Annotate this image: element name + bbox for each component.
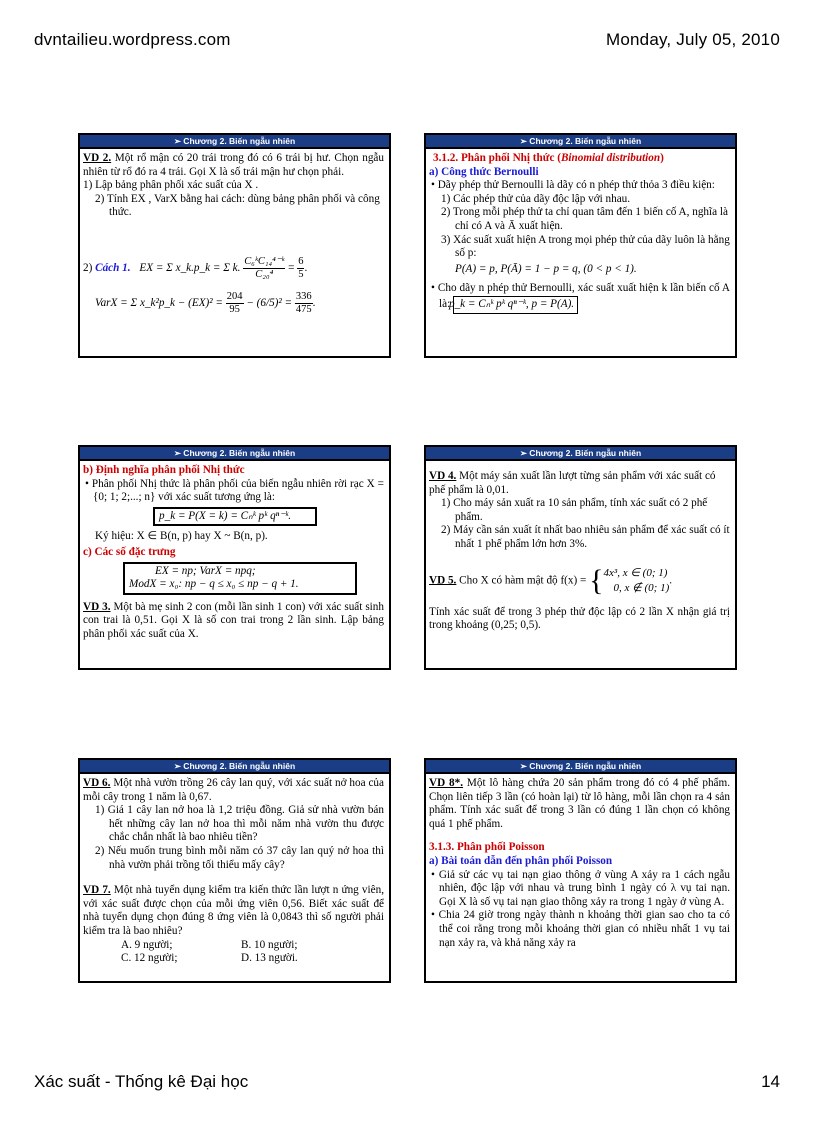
vd2-q2: 2) Tính EX , VarX bằng hai cách: dùng bảng phân phối và công thức. bbox=[95, 192, 380, 219]
sub-c: c) Các số đặc trưng bbox=[83, 545, 176, 558]
header-site: dvntailieu.wordpress.com bbox=[34, 30, 231, 49]
vd6-text: VD 6. Một nhà vườn trồng 26 cây lan quý, với xác suất nở hoa của mỗi cây trong 1 năm là 0,67. bbox=[83, 777, 384, 803]
slide-binomial bbox=[424, 133, 737, 358]
vd4-q1: 1) Cho máy sản xuất ra 10 sản phẩm, tính xác suất có 2 phế phẩm. bbox=[441, 497, 708, 523]
poisson-sub-a: a) Bài toán dẫn đến phân phối Poisson bbox=[429, 854, 613, 867]
vd8-text: VD 8*. Một lô hàng chứa 20 sản phẩm trong đó có 4 phế phẩm. Chọn liên tiếp 3 lần (có hoàn lại) từ lô hàng, mỗi lần chọn ra 4 sản phẩm. Tính xác suất để trong 3 lần có đúng 1 lần chọn có không quá 1 phế phẩm. bbox=[429, 777, 730, 830]
option-b: B. 10 người; bbox=[241, 938, 298, 951]
vd6-label: VD 6. bbox=[83, 777, 111, 789]
vd7-options bbox=[83, 939, 384, 966]
pmf-box: p_k = P(X = k) = Cₙᵏ pᵏ qⁿ⁻ᵏ. bbox=[153, 507, 317, 527]
vd6-q2: 2) Nếu muốn trung bình mỗi năm có 37 cây lan quý nở hoa thì nhà vườn phải trồng tối thiểu mấy cây? bbox=[95, 844, 384, 871]
slide-title-bar: ➢ Chương 2. Biến ngẫu nhiên bbox=[80, 760, 389, 774]
option-d: D. 13 người. bbox=[241, 952, 298, 965]
vd5-label: VD 5. bbox=[429, 574, 457, 587]
vd4-label: VD 4. bbox=[429, 470, 457, 482]
slide-vd4-vd5 bbox=[424, 445, 737, 670]
vd2-label: VD 2. bbox=[83, 152, 112, 164]
slide-title-bar: ➢ Chương 2. Biến ngẫu nhiên bbox=[426, 135, 735, 149]
vd5-question: Tính xác suất để trong 3 phép thử độc lập có 2 lần X nhận giá trị trong khoảng (0,25; 0,5). bbox=[429, 605, 730, 632]
vd4-q2: 2) Máy cần sản xuất ít nhất bao nhiêu sản phẩm để xác suất có ít nhất 1 phế phẩm lớn hơn 3%. bbox=[441, 524, 730, 550]
slide-title-bar: ➢ Chương 2. Biến ngẫu nhiên bbox=[80, 447, 389, 461]
option-a: A. 9 người; bbox=[121, 938, 173, 951]
vd2-q1: 1) Lập bảng phân phối xác suất của X . bbox=[83, 179, 259, 192]
var-formula: VarX = Σ x_k²p_k − (EX)² = $\frac{204}{95} - (6/5)^2$ = $\frac{336}{475}$. bbox=[95, 290, 316, 315]
vd7-text: VD 7. Một nhà tuyển dụng kiểm tra kiến thức lần lượt n ứng viên, với xác suất được chọn của mỗi ứng viên 0,56. Biết xác suất để nhà tuyển dụng chọn đúng 8 ứng viên là 0,0843 thì số người phải kiểm tra là bao nhiêu? bbox=[83, 884, 384, 937]
vd5-text: VD 5. Cho X có hàm mật độ f(x) = { 4x³, x ∈ (0; 1) 0, x ∉ (0; 1) . bbox=[429, 563, 673, 597]
cach-label: Cách 1. bbox=[95, 262, 131, 275]
bernoulli-formula-box: p_k = Cₙᵏ pᵏ qⁿ⁻ᵏ, p = P(A). bbox=[453, 296, 578, 314]
slide-title-bar: ➢ Chương 2. Biến ngẫu nhiên bbox=[426, 760, 735, 774]
vd7-label: VD 7. bbox=[83, 884, 111, 897]
vd6-q1: 1) Giá 1 cây lan nở hoa là 1,2 triệu đồng. Giả sử nhà vườn bán hết những cây lan nở hoa thì mỗi năm nhà vườn thu được chắc chắn nhất là bao nhiêu tiền? bbox=[95, 804, 384, 844]
header-date: Monday, July 05, 2010 bbox=[606, 30, 780, 49]
slide-title-bar: ➢ Chương 2. Biến ngẫu nhiên bbox=[80, 135, 389, 149]
page-number: 14 bbox=[761, 1072, 780, 1091]
vd8-label: VD 8*. bbox=[429, 777, 464, 789]
slide-title-bar: ➢ Chương 2. Biến ngẫu nhiên bbox=[426, 447, 735, 461]
cond-2: 2) Trong mỗi phép thử ta chỉ quan tâm đến 1 biến cố A, nghĩa là chỉ có A và Ā xuất hiện. bbox=[441, 206, 728, 232]
sub-a: a) Công thức Bernoulli bbox=[429, 165, 539, 178]
vd3-label: VD 3. bbox=[83, 600, 111, 613]
vd3-text: VD 3. Một bà mẹ sinh 2 con (mỗi lần sinh 1 con) với xác suất sinh con trai là 0,51. Gọi X là số con trai trong 2 lần sinh. Lập bảng phân phối xác suất của X. bbox=[83, 600, 384, 640]
def-bullet: • Phân phối Nhị thức là phân phối của biến ngẫu nhiên rời rạc X = {0; 1; 2;...; n} với xác suất tương ứng là: bbox=[85, 477, 384, 504]
slide-binomial-def bbox=[78, 445, 391, 670]
bullet-1: • Dãy phép thử Bernoulli là dãy có n phép thử thỏa 3 điều kiện: bbox=[431, 179, 715, 192]
characteristics-box: EX = np; VarX = npq; ModX = x₀: np − q ≤ x₀ ≤ np − q + 1. bbox=[123, 562, 357, 595]
slide-vd6-vd7 bbox=[78, 758, 391, 983]
bullet-2: • Cho dãy n phép thử Bernoulli, xác suất xuất hiện k lần biến cố A là: p_k = Cₙᵏ pᵏ qⁿ⁻ᵏ, p = P(A). bbox=[429, 282, 730, 313]
cond-3: 3) Xác suất xuất hiện A trong mọi phép thử của dãy luôn là hằng số p: bbox=[441, 233, 730, 260]
section-heading: 3.1.2. Phân phối Nhị thức (Binomial distribution) bbox=[433, 152, 664, 164]
sub-b: b) Định nghĩa phân phối Nhị thức bbox=[83, 464, 245, 476]
ex-formula: 2) Cách 1. EX = Σ x_k.p_k = Σ k. $\frac{\text{C₆ᵏC₁₄⁴⁻ᵏ}}{\text{C₂₀⁴}}$ = $\frac{6}{5}$. bbox=[83, 255, 308, 280]
cond-3-formula: P(A) = p, P(Ā) = 1 − p = q, (0 < p < 1). bbox=[455, 262, 637, 275]
slide-poisson bbox=[424, 758, 737, 983]
slide-vd2 bbox=[78, 133, 391, 358]
option-c: C. 12 người; bbox=[121, 952, 178, 965]
poisson-bullet-1: • Giả sử các vụ tai nạn giao thông ở vùng A xảy ra 1 cách ngẫu nhiên, độc lập với nhau và trung bình 1 ngày có λ vụ tai nạn. Gọi X là số vụ tai nạn giao thông xảy ra trong 1 ngày ở vùng A. bbox=[431, 868, 730, 908]
vd2-text: VD 2. Một rổ mận có 20 trái trong đó có 6 trái bị hư. Chọn ngẫu nhiên từ rổ đó ra 4 trái. Gọi X là số trái mận hư chọn phải. bbox=[83, 152, 384, 178]
poisson-heading: 3.1.3. Phân phối Poisson bbox=[429, 841, 545, 854]
poisson-bullet-2: • Chia 24 giờ trong ngày thành n khoảng thời gian sao cho ta có thể coi rằng trong mỗi khoảng thời gian có nhiều nhất 1 vụ tai nạn xảy ra, và khả năng xảy ra bbox=[431, 909, 730, 949]
footer-title: Xác suất - Thống kê Đại học bbox=[34, 1072, 249, 1091]
cond-1: 1) Các phép thử của dãy độc lập với nhau. bbox=[441, 192, 631, 205]
vd4-text: VD 4. Một máy sản xuất lần lượt từng sản phẩm với xác suất có phế phẩm là 0,01. bbox=[429, 470, 716, 496]
notation: Ký hiệu: X ∈ B(n, p) hay X ~ B(n, p). bbox=[95, 530, 268, 543]
